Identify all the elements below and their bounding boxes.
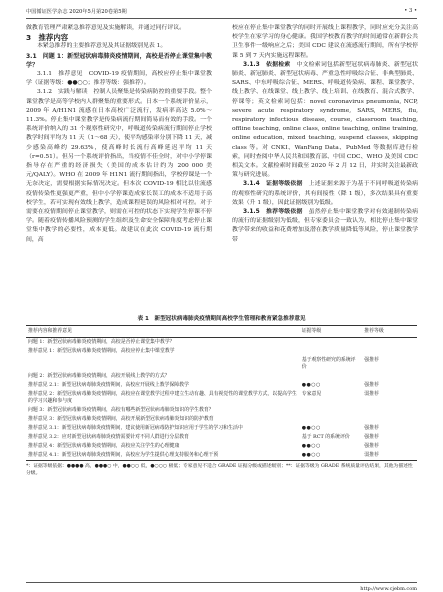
table-row [26, 451, 417, 461]
evidence-3-1-2-d: 。但另一个系统评价指出，当疫情不佳全时，对中小学停课指导存在严重的经济损失（美国的成本估计约为 200 000 美元/QALY） [26, 153, 213, 179]
table-body [26, 325, 417, 461]
row-text: 问题 1：新型冠状病毒肺炎疫情期间，高校是否停止课堂集中教学？ [28, 339, 175, 345]
table-row [26, 381, 417, 390]
row-text: 推荐意见 4：新型冠状病毒肺炎疫情期间，高校应关注学生的心理健康 [28, 443, 180, 449]
col-header-grade: 推荐等级 [362, 326, 417, 338]
row-text: 推荐意见 3：新型冠状病毒肺炎疫情期间，高校开展新型冠状病毒肺炎知识的防护教育 [28, 416, 214, 422]
evidence-3-1-2-g: 随着疫情传播风险预测的学生组织及生命安全保障角度考虑停止课堂集中教学的必要性，成本更低。故建议在此次 COVID-19 流行期间，高 [26, 218, 213, 243]
table-row [26, 390, 417, 406]
row-grade [362, 338, 417, 348]
continued-paragraph [232, 24, 418, 61]
continued-ref: 。 [305, 52, 312, 59]
row-grade [362, 415, 417, 424]
recommendation-table [26, 314, 417, 477]
section-3-1-5-title: 3.1.5 推荐等级依据 [243, 209, 303, 216]
row-text: 推荐意见 3.2：应对新型冠状病毒肺炎疫情需要针对不同人群进行分层教育 [28, 434, 189, 440]
section-3-title: 3 推荐内容 [26, 33, 69, 43]
row-text: 问题 2：新型冠状病毒肺炎疫情期间，高校开展线上教学的方式？ [28, 373, 170, 379]
row-evidence: ●●○○ [301, 443, 321, 449]
row-evidence [300, 406, 363, 415]
footer-url: http://www.cjebm.com [360, 586, 417, 592]
table-row [26, 338, 417, 348]
row-evidence: ●●○○ [301, 425, 321, 431]
row-text: 推荐意见 1：新型冠状病毒肺炎疫情期间，高校应停止集中课堂教学 [28, 348, 175, 354]
table-row [26, 415, 417, 424]
col-header-evidence: 证据等级 [300, 326, 363, 338]
section-3-1-3-title: 3.1.3 依据检索 [243, 61, 291, 68]
row-grade [362, 372, 417, 381]
table-note: *：证据等级依据：●●●● 高，●●●○ 中，●●○○ 低，●○○○ 极低；专家意见不适合 GRADE 证据分级或描述级别；**：证据等级为 GRADE 系统质量评估结果，其他为描述性分级。 [26, 464, 413, 476]
row-evidence: ●●○○ [301, 382, 321, 388]
table-row [26, 406, 417, 415]
row-grade [362, 347, 417, 356]
row-grade: 强推荐 [364, 443, 379, 449]
recommendation-3-1-1: 3.1.1 推荐意见 COVID-19 疫情期间，高校应停止集中课堂教学（证据等级：●●○○；推荐等级：强推荐）。 [26, 71, 212, 87]
row-evidence: 专家意见 [301, 391, 322, 397]
row-evidence [300, 415, 363, 424]
row-text: 推荐意见 4.1：新型冠状病毒肺炎疫情期间，高校应为学生提供心理支持服务和心理干预 [26, 451, 300, 461]
section-3-paragraph: 本紧急推荐的主要推荐意见及其证据级别见表 1。 [37, 43, 167, 50]
row-text: 推荐意见 2：新型冠状病毒肺炎疫情期间，高校应在课堂教学过程中建立生动有趣、具有视觉性的课堂教学方式，以提高学生的学习兴趣和参与度 [28, 391, 297, 404]
table-caption: 表 1 新型冠状病毒肺炎疫情期间高校学生管理和教育紧急推荐意见 [137, 316, 306, 322]
table-row [26, 347, 417, 356]
evidence-3-1-2-f: 。但本次 COVID-19 相比以往流感疫情传染性更强更严重，但中小学停课造成家长误工的成本不适用于高校学生，若可实现有效线上教学，造成课程延误的风险相对可控。对于需要在疫情期间停止课堂教学，则需在可控的状态下实现学生停课不停学。 [26, 181, 212, 225]
evidence-3-1-2-a: 3.1.2 实践与解读 控制人员聚集是传染病防控的重要手段。整个课堂教学是高等学校内人群聚集的重要形式。日本一个系统评价显示，2009 年 A/H1N1 流感在日本高校广泛流行，发病率高达 5.0%～11.3% [26, 89, 212, 124]
row-grade: 强推荐 [364, 357, 379, 363]
evidence-3-1-2-c: 流行高峰延迟平均 11 天（r=0.51） [26, 144, 212, 160]
running-header [26, 6, 417, 19]
table-row [26, 356, 417, 372]
section-3-1-4-body: 上述证据来源于为基于不同呼吸道传染病的观察性研究的系统评价，其有间接性（降 1 级），多次结果具有重要效果（升 1 级），因此证据级别为低级。 [232, 181, 419, 206]
row-evidence [300, 338, 363, 348]
page-number: • 3 • [404, 8, 417, 14]
row-evidence [300, 372, 363, 381]
table-row [26, 442, 417, 451]
section-3-1-4 [232, 180, 418, 208]
table-row [26, 372, 417, 381]
row-grade [362, 406, 417, 415]
right-column [232, 24, 418, 245]
row-grade: 强推荐 [364, 434, 379, 440]
row-text [26, 356, 300, 372]
row-grade: 强推荐 [364, 425, 379, 431]
intro-paragraph: 做教育管理严肃紧急推荐意见及实施解读，并通过同行评议。 [26, 25, 186, 31]
section-3-1-3 [232, 61, 418, 181]
table-row [26, 424, 417, 433]
col-header-content: 推荐内容和推荐意见 [26, 326, 300, 338]
left-column [26, 24, 212, 245]
row-evidence: 基于 RCT 的系统评价 [301, 434, 350, 440]
row-evidence: ●●○○ [300, 451, 363, 461]
row-text: 问题 3：新型冠状病毒肺炎疫情期间，高校有哪些新型冠状病毒肺炎知识的学生教育？ [28, 407, 214, 413]
table-row [26, 433, 417, 442]
journal-name: 中国循证医学杂志 2020年5月第20卷第5期 [26, 9, 127, 15]
continued-text: 校应在停止集中课堂教学的同时开展线上课程教学，同时应充分关注高校学生在家学习的身心健康。我国学校教育教学的时间通常在新群公共卫生事件一级响应之后；美国 CDC 建议在流感流行期间，所有学校停课 5 到 7 天内实施远程课程 [232, 25, 418, 59]
section-3-1-5 [232, 208, 418, 245]
row-text: 推荐意见 3.1：新型冠状病毒肺炎疫情期间，建议使用新冠病毒防护知识应用于学生的学习和生活中 [28, 425, 243, 431]
evidence-3-1-2-e: 。WHO 在 2009 年 H1N1 流行期间指出，学校停课是一个无奈决定，需要根据实际情况决定 [26, 172, 212, 188]
row-evidence: 基于观察性研究的系统评价 [301, 357, 356, 370]
table-header-row [26, 326, 417, 338]
section-3-1-3-body: 中文检索词包括新型冠状病毒肺炎、新型冠状肺炎、新冠肺炎、新型冠状病毒、严重急性呼吸综合征、非典型肺炎、SARS、中东呼吸综合征、MERS、呼吸道传染病、课程、课堂教学、线上教学、在线课堂、线上教学、线上培训、在线教育、混合式教学、停课等；英文检索词包括：novel coronavirus pneumonia, NCP, severe acute respiratory syndrome, SARS, MERS, flu, respiratory infectious disease, course, classroom teaching, offline teaching, online class, online teaching, online training, online education, mixed teaching, suspend classes, skipping class 等。对 CNKI、WanFang Data、PubMed 等数据库进行检索，同时查阅中华人民共和国教育部、中国 CDC、WHO 及美国 CDC 相关文本。文献检索时间截至 2020 年 2 月 12 日，并实时关注最新政策与研究进展。 [232, 61, 419, 179]
evidence-3-1-2 [26, 88, 212, 244]
page-footer [26, 582, 417, 592]
row-grade: 强推荐 [364, 382, 379, 388]
row-text: 推荐意见 2.1：新型冠状病毒肺炎疫情期间，高校应开展线上教学保障教学 [28, 382, 189, 388]
section-3-1-5-body: 虽然停止集中课堂教学对有效遏制传染病的流行的证据级别为低级，但专家委员会一致认为，相比停止集中课堂教学带来的收益和花费增加及潜在教学质量降低等风险，停止课堂教学带 [232, 209, 419, 243]
row-grade: 弱推荐 [362, 451, 417, 461]
row-grade: 弱推荐 [364, 391, 379, 397]
question-1-title: 3.1 问题 1：新型冠状病毒肺炎疫情期间，高校是否停止课堂集中教学？ [26, 52, 212, 69]
evidence-3-1-2-b: 。停止集中课堂教学是传染病流行期间简易而有效的手段。一个系统评价纳入的 31 个观察性研究中，呼吸道传染病流行期间停止学校教学时间平均为 11 天（1～68 天），使平均感染率分别下降 11 天，减少感染高峰约 29.63%，使高峰时长 [26, 117, 212, 151]
section-3-1-4-title: 3.1.4 证据等级依据 [243, 181, 303, 188]
row-evidence [300, 347, 363, 356]
